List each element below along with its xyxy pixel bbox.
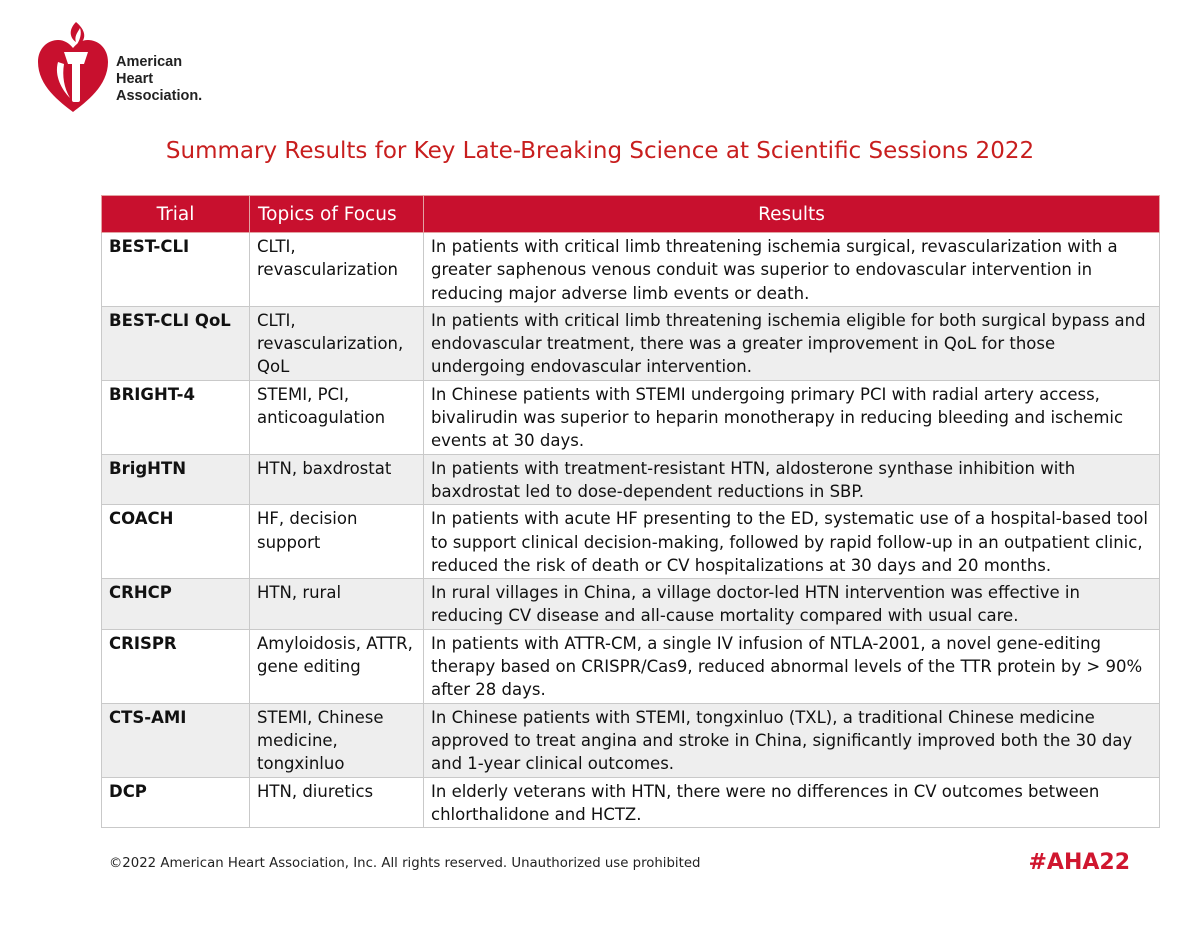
result-cell: In rural villages in China, a village doctor-led HTN intervention was effective in reducing CV disease and all-cause mortality compared with usual care. bbox=[424, 579, 1160, 630]
topics-cell: HTN, baxdrostat bbox=[250, 454, 424, 505]
topics-cell: CLTI, revascularization bbox=[250, 233, 424, 307]
table-row bbox=[102, 629, 1160, 703]
logo-line-3: Association. bbox=[116, 88, 203, 104]
trial-cell: DCP bbox=[102, 777, 250, 828]
results-table bbox=[101, 195, 1160, 828]
topics-cell: STEMI, PCI, anticoagulation bbox=[250, 380, 424, 454]
logo-line-2: Heart bbox=[116, 71, 154, 87]
hashtag: #AHA22 bbox=[1028, 850, 1130, 875]
header-trial: Trial bbox=[102, 196, 250, 233]
result-cell: In patients with acute HF presenting to the ED, systematic use of a hospital-based tool to support clinical decision-making, followed by rapid follow-up in an outpatient clinic, reduced the risk of death or CV hospitalizations at 30 days and 20 months. bbox=[424, 505, 1160, 579]
trial-cell: CTS-AMI bbox=[102, 703, 250, 777]
topics-cell: HF, decision support bbox=[250, 505, 424, 579]
header-topics: Topics of Focus bbox=[250, 196, 424, 233]
logo-wordmark bbox=[116, 54, 202, 105]
result-cell: In patients with treatment-resistant HTN, aldosterone synthase inhibition with baxdrostat led to dose-dependent reductions in SBP. bbox=[424, 454, 1160, 505]
trial-cell: BrigHTN bbox=[102, 454, 250, 505]
topics-cell: HTN, diuretics bbox=[250, 777, 424, 828]
result-cell: In Chinese patients with STEMI undergoing primary PCI with radial artery access, bivalirudin was superior to heparin monotherapy in reducing bleeding and ischemic events at 30 days. bbox=[424, 380, 1160, 454]
heart-torch-icon bbox=[34, 18, 114, 114]
result-cell: In patients with ATTR-CM, a single IV infusion of NTLA-2001, a novel gene-editing therapy based on CRISPR/Cas9, reduced abnormal levels of the TTR protein by > 90% after 28 days. bbox=[424, 629, 1160, 703]
result-cell: In Chinese patients with STEMI, tongxinluo (TXL), a traditional Chinese medicine approved to treat angina and stroke in China, significantly improved both the 30 day and 1-year clinical outcomes. bbox=[424, 703, 1160, 777]
copyright-notice: ©2022 American Heart Association, Inc. All rights reserved. Unauthorized use prohibited bbox=[109, 856, 701, 871]
table-row bbox=[102, 306, 1160, 380]
trial-cell: BEST-CLI QoL bbox=[102, 306, 250, 380]
table-row bbox=[102, 777, 1160, 828]
table-row bbox=[102, 505, 1160, 579]
logo-line-1: American bbox=[116, 54, 183, 70]
topics-cell: Amyloidosis, ATTR, gene editing bbox=[250, 629, 424, 703]
table-row bbox=[102, 703, 1160, 777]
trial-cell: BEST-CLI bbox=[102, 233, 250, 307]
topics-cell: CLTI, revascularization, QoL bbox=[250, 306, 424, 380]
trial-cell: BRIGHT-4 bbox=[102, 380, 250, 454]
result-cell: In patients with critical limb threatening ischemia surgical, revascularization with a greater saphenous venous conduit was superior to endovascular intervention in reducing major adverse limb events or death. bbox=[424, 233, 1160, 307]
trial-cell: CRISPR bbox=[102, 629, 250, 703]
table-row bbox=[102, 579, 1160, 630]
table-row bbox=[102, 380, 1160, 454]
result-cell: In elderly veterans with HTN, there were no differences in CV outcomes between chlorthalidone and HCTZ. bbox=[424, 777, 1160, 828]
aha-logo bbox=[34, 18, 224, 114]
page-title: Summary Results for Key Late-Breaking Science at Scientific Sessions 2022 bbox=[165, 138, 1035, 164]
trial-cell: COACH bbox=[102, 505, 250, 579]
result-cell: In patients with critical limb threatening ischemia eligible for both surgical bypass and endovascular treatment, there was a greater improvement in QoL for those undergoing endovascular intervention. bbox=[424, 306, 1160, 380]
header-results: Results bbox=[424, 196, 1160, 233]
table-row bbox=[102, 233, 1160, 307]
topics-cell: HTN, rural bbox=[250, 579, 424, 630]
topics-cell: STEMI, Chinese medicine, tongxinluo bbox=[250, 703, 424, 777]
trial-cell: CRHCP bbox=[102, 579, 250, 630]
table-header-row bbox=[102, 196, 1160, 233]
table-row bbox=[102, 454, 1160, 505]
